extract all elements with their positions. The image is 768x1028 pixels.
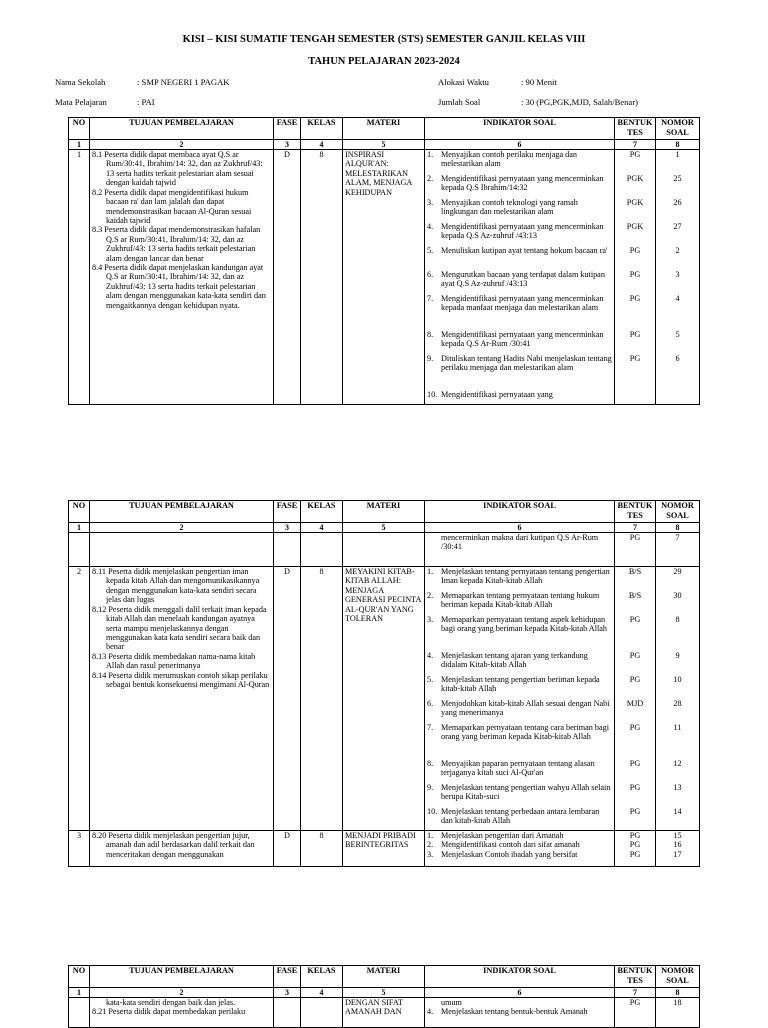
indikator-item (427, 1007, 612, 1016)
tujuan-item: kata-kata sendiri dengan baik dan jelas. (106, 998, 236, 1007)
nomor-cell (656, 150, 700, 405)
bentuk-value: PG (629, 783, 641, 792)
empty-cell (69, 533, 90, 567)
indikator-text: Menyajikan contoh perilaku menjaga dan melestarikan alam (441, 150, 577, 169)
indikator-text: Mengidentifikasi pernyataan yang mencerminkan kepada Q.S Ar-Rum /30:41 (441, 330, 604, 349)
nomor-value: 4 (675, 294, 680, 303)
col-header-materi: MATERI (343, 501, 425, 523)
nomor-value: 16 (673, 840, 682, 850)
col-number: 5 (343, 988, 425, 998)
indikator-number: 10. (427, 807, 438, 816)
tujuan-cell (90, 998, 274, 1028)
nomor-cell: 7 (656, 533, 700, 567)
nomor-value: 17 (673, 849, 682, 859)
indikator-cell (425, 567, 615, 831)
indikator-text: Menjelaskan tentang bentuk-bentuk Amanah (441, 1007, 588, 1017)
col-header-kelas: KELAS (301, 966, 343, 988)
tujuan-cell (90, 831, 274, 867)
col-header-indikator: INDIKATOR SOAL (425, 118, 615, 140)
fase-cell: D (274, 150, 301, 405)
col-number: 4 (301, 988, 343, 998)
nomor-value: 15 (673, 831, 682, 840)
col-header-no: NO (69, 966, 90, 988)
indikator-number: 10. (427, 390, 438, 399)
empty-cell (301, 533, 343, 567)
indikator-text: Menjelaskan Contoh ibadah yang bersifat (441, 849, 578, 859)
indikator-text: Menuliskan kutipan ayat tentang hokum bacaan ra' (441, 246, 608, 255)
indikator-number: 8. (427, 330, 434, 339)
time-label: Alokasi Waktu (438, 77, 489, 87)
col-header-kelas: KELAS (301, 118, 343, 140)
indikator-number: 1. (427, 567, 434, 576)
tujuan-item: 8.13 Peserta didik membedakan nama-nama kitab Allah dan rasul penerimanya (92, 651, 256, 671)
kelas-cell: 8 (301, 150, 343, 405)
tujuan-item: 8.3 Peserta didik dapat mendemonstrasikan hafalan Q.S ar Rum/30:41, Ibrahim/14: 32, dan az Zukhruf/43: 13 serta hadits terkait pelestarian alam dengan lancar dan benar (92, 225, 261, 263)
col-header-no: NO (69, 118, 90, 140)
col-number: 3 (274, 140, 301, 150)
col-number: 3 (274, 988, 301, 998)
bentuk-cell (615, 150, 656, 405)
bentuk-value: PGK (626, 222, 644, 231)
col-header-kelas: KELAS (301, 501, 343, 523)
col-header-bentuk: BENTUK TES (615, 501, 656, 523)
count-value: : 30 (PG,PGK,MJD, Salah/Benar) (521, 97, 638, 107)
count-label: Jumlah Soal (438, 97, 481, 107)
indikator-number: 3. (427, 615, 434, 624)
subject-label: Mata Pelajaran (55, 97, 107, 107)
col-header-no: NO (69, 501, 90, 523)
bentuk-cell: PG (615, 998, 656, 1028)
table-header-row (69, 966, 700, 988)
bentuk-value: PGK (626, 198, 644, 207)
row-no: 3 (69, 831, 90, 867)
empty-cell (69, 998, 90, 1028)
column-number-row (69, 523, 700, 533)
kelas-cell: 8 (301, 831, 343, 867)
bentuk-value: PG (629, 651, 641, 660)
nomor-value: 10 (673, 675, 682, 684)
indikator-text: Menjelaskan tentang pengertian wahyu Allah selain berupa Kitab-suci (441, 783, 611, 802)
indikator-number: 2. (427, 591, 434, 600)
nomor-value: 11 (673, 723, 682, 732)
col-number: 7 (615, 988, 656, 998)
indikator-item (427, 567, 612, 591)
indikator-item (427, 807, 612, 826)
indikator-number: 9. (427, 354, 434, 363)
indikator-item (427, 222, 612, 246)
indikator-text: Mengidentifikasi contoh dari sifat amanah (441, 840, 580, 850)
indikator-item (427, 840, 612, 849)
bentuk-value: PG (629, 840, 641, 850)
nomor-cell (656, 831, 700, 867)
row-no: 1 (69, 150, 90, 405)
indikator-item (427, 390, 612, 399)
col-header-nomor: NOMOR SOAL (656, 501, 700, 523)
table-row (69, 150, 700, 405)
subject-value: : PAI (137, 97, 155, 107)
indikator-number: 5. (427, 675, 434, 684)
indikator-text: Memaparkan tentang pernyataan tentang hukum beriman kepada Kitab-kitab Allah (441, 591, 600, 610)
indikator-number: 3. (427, 849, 434, 859)
nomor-value: 12 (673, 759, 682, 768)
col-number: 5 (343, 140, 425, 150)
kisi-table-3 (68, 965, 700, 1028)
indikator-text: Memaparkan pernyataan tentang aspek kehidupan bagi orang yang beriman kepada Kitab-kitab Allah (441, 615, 607, 634)
table-row (69, 831, 700, 867)
tujuan-cell (90, 150, 274, 405)
col-header-materi: MATERI (343, 118, 425, 140)
indikator-text: Mengidentifikasi pernyataan yang mencerminkan kepada Q.S Az-zuhruf /43:13 (441, 222, 604, 241)
col-number: 1 (69, 140, 90, 150)
bentuk-value: PG (629, 831, 641, 840)
indikator-item (427, 150, 612, 174)
col-number: 2 (90, 988, 274, 998)
bentuk-value: PG (629, 759, 641, 768)
fase-cell: D (274, 567, 301, 831)
indikator-item (427, 850, 612, 859)
indikator-number: 4. (427, 1007, 434, 1017)
indikator-cell (425, 150, 615, 405)
col-number: 1 (69, 523, 90, 533)
indikator-text: Menjelaskan tentang pengertian beriman kepada kitab-kitab Allah (441, 675, 600, 694)
col-number: 4 (301, 140, 343, 150)
indikator-text: Menyajikan paparan pernyataan tentang alasan terjaganya kitab suci Al-Qur'an (441, 759, 595, 778)
indikator-item (427, 723, 612, 759)
bentuk-value: PG (629, 675, 641, 684)
indikator-text: Menjodohkan kitab-kitab Allah sesuai dengan Nabi yang menerimanya (441, 699, 610, 718)
indikator-text: Menjelaskan pengertian dari Amanah (441, 831, 564, 840)
indikator-item (427, 615, 612, 651)
col-number: 5 (343, 523, 425, 533)
empty-cell (274, 533, 301, 567)
nomor-value: 13 (673, 783, 682, 792)
nomor-value: 1 (675, 150, 680, 159)
indikator-text: mencerminkan makna dari kutipan Q.S Ar-Rum /30:41 (441, 533, 599, 552)
table-header-row (69, 501, 700, 523)
col-number: 1 (69, 988, 90, 998)
col-number: 6 (425, 988, 615, 998)
indikator-text: Memaparkan pernyataan tentang cara beriman bagi orang yang beriman kepada Kitab-kitab Allah (441, 723, 609, 742)
bentuk-cell: PG (615, 533, 656, 567)
indikator-text: Menyajikan contoh teknologi yang ramah lingkungan dan melestarikan alam (441, 198, 578, 217)
indikator-item (427, 783, 612, 807)
tujuan-item: 8.4 Peserta didik dapat menjelaskan kandungan ayat Q.S ar Rum/30:41, Ibrahim/14: 32, dan az Zukhruf/43: 13 serta hadits terkait pelestarian alam dengan menggunakan kata-kata sendiri dan mengaitkannya dengan kehidupan nyata. (92, 263, 266, 310)
materi-cell: DENGAN SIFAT AMANAH DAN (343, 998, 425, 1028)
table-row (69, 998, 700, 1028)
indikator-item (427, 270, 612, 294)
fase-cell: D (274, 831, 301, 867)
tujuan-item: 8.12 Peserta didik menggali dalil terkait iman kepada kitab Allah dan menelaah kandungan ayatnya serta mampu menjelaskannya dengan menggunakan kata kata sendiri secara baik dan benar (92, 604, 267, 652)
col-header-tujuan: TUJUAN PEMBELAJARAN (90, 501, 274, 523)
tujuan-item: 8.2 Peserta didik dapat mengidentifikasi hukum bacaan ra' dan lam jalalah dan dapat mendemonstrasikan bacaan Al-Quran sesuai kaidah tajwid (92, 187, 252, 225)
col-number: 8 (656, 523, 700, 533)
nomor-value: 29 (673, 567, 682, 576)
indikator-item (427, 198, 612, 222)
col-number: 6 (425, 140, 615, 150)
indikator-number: 1. (427, 150, 434, 159)
col-number: 7 (615, 140, 656, 150)
nomor-value: 2 (675, 246, 680, 255)
col-number: 8 (656, 988, 700, 998)
indikator-text: Menjelaskan tentang pernyataan tentang pengertian Iman kepada Kitab-kitab Allah (441, 567, 610, 586)
nomor-value: 8 (675, 615, 680, 624)
school-label: Nama Sekolah (55, 77, 106, 87)
bentuk-value: PG (629, 354, 641, 363)
nomor-value: 14 (673, 807, 682, 816)
indikator-item (427, 354, 612, 390)
kisi-table-2 (68, 500, 700, 867)
empty-cell (90, 533, 274, 567)
indikator-text: Dituliskan tentang Hadits Nabi menjelaskan tentang perilaku menjaga dan melestarikan alam (441, 354, 612, 373)
col-header-fase: FASE (274, 118, 301, 140)
bentuk-value: PG (629, 849, 641, 859)
bentuk-value: PG (629, 270, 641, 279)
col-number: 8 (656, 140, 700, 150)
empty-cell (274, 998, 301, 1028)
bentuk-value: PG (629, 615, 641, 624)
indikator-text: Mengidentifikasi pernyataan yang (441, 390, 553, 399)
kelas-cell: 8 (301, 567, 343, 831)
table-header-row (69, 118, 700, 140)
col-header-tujuan: TUJUAN PEMBELAJARAN (90, 118, 274, 140)
nomor-value: 5 (675, 330, 680, 339)
bentuk-value: B/S (628, 567, 642, 576)
tujuan-item: 8.1 Peserta didik dapat membaca ayat Q.S ar Rum/30:41, Ibrahim/14: 32, dan az Zukhruf/43: 13 serta hadits terkait pelestarian alam sesuai dengan kaidah tajwid (92, 150, 263, 188)
table-row (69, 533, 700, 567)
nomor-value: 25 (673, 174, 682, 183)
col-header-indikator: INDIKATOR SOAL (425, 966, 615, 988)
col-header-nomor: NOMOR SOAL (656, 118, 700, 140)
nomor-value: 28 (673, 699, 682, 708)
indikator-cell (425, 998, 615, 1028)
nomor-value: 26 (673, 198, 682, 207)
empty-cell (301, 998, 343, 1028)
indikator-text: umum (441, 998, 462, 1007)
indikator-number: 6. (427, 699, 434, 708)
col-header-fase: FASE (274, 501, 301, 523)
col-header-tujuan: TUJUAN PEMBELAJARAN (90, 966, 274, 988)
nomor-value: 27 (673, 222, 682, 231)
col-number: 4 (301, 523, 343, 533)
nomor-value: 30 (673, 591, 682, 600)
nomor-cell (656, 567, 700, 831)
tujuan-item: 8.20 Peserta didik menjelaskan pengertian jujur, amanah dan adil berdasarkan dalil terkait dan menceritakan dengan menggunakan (92, 831, 255, 859)
indikator-item (427, 831, 612, 840)
indikator-item (427, 591, 612, 615)
bentuk-value: PG (629, 807, 641, 816)
indikator-number: 7. (427, 723, 434, 732)
document-subtitle: TAHUN PELAJARAN 2023-2024 (308, 56, 460, 67)
col-number: 2 (90, 523, 274, 533)
bentuk-value: B/S (628, 591, 642, 600)
indikator-number: 8. (427, 759, 434, 768)
nomor-value: 3 (675, 270, 680, 279)
indikator-item (427, 330, 612, 354)
bentuk-cell (615, 567, 656, 831)
col-header-fase: FASE (274, 966, 301, 988)
bentuk-value: PG (629, 150, 641, 159)
col-header-indikator: INDIKATOR SOAL (425, 501, 615, 523)
indikator-item (427, 699, 612, 723)
bentuk-value: PGK (626, 174, 644, 183)
indikator-number: 4. (427, 651, 434, 660)
indikator-number: 2. (427, 840, 434, 850)
column-number-row (69, 988, 700, 998)
indikator-cell (425, 831, 615, 867)
col-number: 3 (274, 523, 301, 533)
nomor-value: 9 (675, 651, 680, 660)
indikator-text: Menjelaskan tentang perbedaan antara lembaran dan kitab-kitab Allah (441, 807, 600, 826)
indikator-text: Mengidentifikasi pernyataan yang mencerminkan kepada Q.S Ibrahim/14:32 (441, 174, 604, 193)
materi-cell: MENJADI PRIBADI BERINTEGRITAS (343, 831, 425, 867)
indikator-item (427, 651, 612, 675)
bentuk-cell (615, 831, 656, 867)
empty-cell (343, 533, 425, 567)
bentuk-value: PG (629, 330, 641, 339)
indikator-number: 4. (427, 222, 434, 231)
school-value: : SMP NEGERI 1 PAGAK (137, 77, 230, 87)
indikator-number: 1. (427, 831, 434, 840)
tujuan-cell (90, 567, 274, 831)
indikator-number: 6. (427, 270, 434, 279)
materi-cell: MEYAKINI KITAB-KITAB ALLAH: MENJAGA GENERASI PECINTA AL-QUR'AN YANG TOLERAN (343, 567, 425, 831)
time-value: : 90 Menit (521, 77, 557, 87)
indikator-text: Mengidentifikasi pernyataan yang mencerminkan kepada manfaat menjaga dan melestarikan alam (441, 294, 604, 313)
col-header-nomor: NOMOR SOAL (656, 966, 700, 988)
bentuk-value: MJD (626, 699, 644, 708)
indikator-number: 3. (427, 198, 434, 207)
col-header-bentuk: BENTUK TES (615, 118, 656, 140)
indikator-text: Mengurutkan bacaan yang terdapat dalam kutipan ayat Q.S Az-zuhruf /43:13 (441, 270, 605, 289)
tujuan-item: 8.14 Peserta didik merumuskan contoh sikap perilaku sebagai bentuk konsekuensi mengimani Al-Quran (92, 670, 270, 690)
indikator-text: Menjelaskan tentang ajaran yang terkandung didalam Kitab-kitab Allah (441, 651, 588, 670)
indikator-number: 9. (427, 783, 434, 792)
indikator-number: 5. (427, 246, 434, 255)
col-number: 6 (425, 523, 615, 533)
indikator-item (427, 759, 612, 783)
indikator-item (427, 174, 612, 198)
indikator-item (427, 675, 612, 699)
col-number: 2 (90, 140, 274, 150)
bentuk-value: PG (629, 294, 641, 303)
indikator-cell (425, 533, 615, 567)
column-number-row (69, 140, 700, 150)
indikator-number: 7. (427, 294, 434, 303)
col-number: 7 (615, 523, 656, 533)
kisi-table-1 (68, 117, 700, 405)
tujuan-item: 8.11 Peserta didik menjelaskan pengertian iman kepada kitab Allah dan mengomunikasikannya dengan menggunakan kata-kata sendiri secara jelas dan lugas (92, 567, 260, 605)
table-row (69, 567, 700, 831)
nomor-value: 6 (675, 354, 680, 363)
bentuk-value: PG (629, 246, 641, 255)
indikator-number: 2. (427, 174, 434, 183)
indikator-item (427, 294, 612, 330)
bentuk-value: PG (629, 723, 641, 732)
row-no: 2 (69, 567, 90, 831)
nomor-cell: 18 (656, 998, 700, 1028)
col-header-materi: MATERI (343, 966, 425, 988)
indikator-item (427, 246, 612, 270)
col-header-bentuk: BENTUK TES (615, 966, 656, 988)
tujuan-item: 8.21 Peserta didik dapat membedakan perilaku (92, 1007, 246, 1017)
materi-cell: INSPIRASI ALQUR'AN: MELESTARIKAN ALAM, MENJAGA KEHIDUPAN (343, 150, 425, 405)
document-title: KISI – KISI SUMATIF TENGAH SEMESTER (STS) SEMESTER GANJIL KELAS VIII (182, 34, 586, 45)
